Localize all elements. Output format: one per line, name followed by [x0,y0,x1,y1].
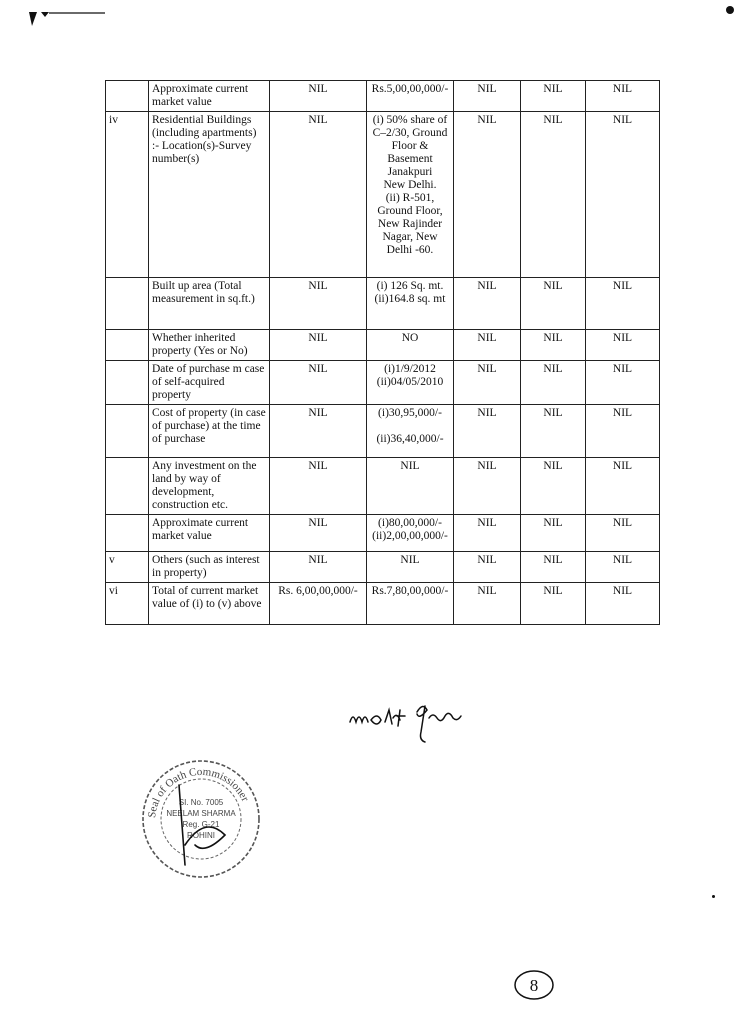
value-dependent-3: NIL [586,278,660,330]
value-dependent-2: NIL [521,278,586,330]
table-row [106,515,660,552]
row-number [106,405,149,458]
svg-text:Reg. G-21: Reg. G-21 [182,820,220,829]
value-line: (ii)36,40,000/- [376,433,444,445]
value-dependent-2: NIL [521,405,586,458]
value-line: (i) 126 Sq. mt. [376,280,444,292]
row-number: v [106,552,149,583]
value-line: NIL [400,554,420,566]
value-dependent-2: NIL [521,458,586,515]
oath-commissioner-seal [133,755,269,881]
row-number [106,278,149,330]
value-line: (i) 50% share of C–2/30, Ground Floor & [372,114,448,152]
asset-table-body [106,81,660,625]
circle-icon [510,965,560,1005]
table-row [106,330,660,361]
scan-corner-mark [27,8,107,28]
value-dependent-1: NIL [454,552,521,583]
value-dependent-2: NIL [521,515,586,552]
value-line: New Rajinder [377,218,443,230]
scan-dot [726,6,734,14]
value-dependent-3: NIL [586,330,660,361]
table-row [106,81,660,112]
value-line: (ii)164.8 sq. mt [374,293,446,305]
value-dependent-1: NIL [454,81,521,112]
value-spouse [367,81,454,112]
value-self: NIL [270,112,367,278]
value-dependent-1: NIL [454,330,521,361]
value-dependent-3: NIL [586,552,660,583]
value-spouse [367,458,454,515]
row-description: Total of current market value of (i) to (v) above [149,583,270,625]
value-dependent-3: NIL [586,112,660,278]
table-row [106,458,660,515]
page-number: 8 [529,976,539,995]
value-spouse [367,515,454,552]
value-line: Delhi -60. [386,244,434,256]
table-row [106,583,660,625]
row-number [106,458,149,515]
page-number-mark [510,965,560,1005]
value-dependent-1: NIL [454,361,521,405]
value-dependent-3: NIL [586,458,660,515]
value-dependent-1: NIL [454,405,521,458]
table-row [106,278,660,330]
asset-table [105,80,660,625]
value-line: (i)30,95,000/- [378,407,442,419]
value-dependent-2: NIL [521,583,586,625]
value-self: NIL [270,361,367,405]
value-self: NIL [270,405,367,458]
value-spouse [367,361,454,405]
row-description: Others (such as interest in property) [149,552,270,583]
row-number: iv [106,112,149,278]
value-line: (ii)2,00,00,000/- [372,530,448,542]
value-dependent-1: NIL [454,278,521,330]
value-self: NIL [270,278,367,330]
value-spouse [367,278,454,330]
value-line: Basement [387,153,433,165]
svg-text:SI. No. 7005: SI. No. 7005 [178,798,224,807]
value-dependent-3: NIL [586,81,660,112]
value-spouse [367,583,454,625]
value-line: (i)80,00,000/- [378,517,442,529]
table-row [106,405,660,458]
row-description: Approximate current market value [149,81,270,112]
row-number [106,81,149,112]
value-spouse [367,330,454,361]
row-description: Whether inherited property (Yes or No) [149,330,270,361]
svg-text:Seal of Oath Commissioner: Seal of Oath Commissioner [146,765,252,819]
value-dependent-1: NIL [454,112,521,278]
value-dependent-1: NIL [454,458,521,515]
svg-text:NEELAM SHARMA: NEELAM SHARMA [166,809,236,818]
value-dependent-1: NIL [454,515,521,552]
value-dependent-2: NIL [521,361,586,405]
value-line: NIL [400,460,420,472]
value-self: Rs. 6,00,00,000/- [270,583,367,625]
row-number [106,361,149,405]
row-description: Date of purchase m case of self-acquired property [149,361,270,405]
value-line: (i)1/9/2012 [384,363,436,375]
table-row [106,361,660,405]
row-number [106,330,149,361]
value-self: NIL [270,330,367,361]
table-row [106,552,660,583]
svg-text:ROHINI: ROHINI [187,831,215,840]
value-line: Ground Floor, [377,205,443,217]
value-dependent-3: NIL [586,583,660,625]
scan-dot [712,895,715,898]
row-description: Any investment on the land by way of development, construction etc. [149,458,270,515]
value-spouse [367,552,454,583]
value-line: Janakpuri [387,166,433,178]
value-line: (ii) R-501, [385,192,435,204]
value-self: NIL [270,81,367,112]
table-row [106,112,660,278]
row-description: Cost of property (in case of purchase) at the time of purchase [149,405,270,458]
value-line: Nagar, New [382,231,438,243]
value-spouse [367,405,454,458]
value-line: New Delhi. [383,179,437,191]
value-dependent-2: NIL [521,81,586,112]
handwritten-signature [345,692,475,752]
value-line [370,420,450,433]
value-dependent-2: NIL [521,552,586,583]
value-self: NIL [270,458,367,515]
value-dependent-2: NIL [521,330,586,361]
row-number [106,515,149,552]
row-description: Built up area (Total measurement in sq.ft.) [149,278,270,330]
value-dependent-3: NIL [586,361,660,405]
value-dependent-3: NIL [586,405,660,458]
value-self: NIL [270,552,367,583]
row-number: vi [106,583,149,625]
value-dependent-3: NIL [586,515,660,552]
value-dependent-2: NIL [521,112,586,278]
row-description: Residential Buildings (including apartments) :- Location(s)-Survey number(s) [149,112,270,278]
value-dependent-1: NIL [454,583,521,625]
value-line: Rs.5,00,00,000/- [371,83,449,95]
value-self: NIL [270,515,367,552]
row-description: Approximate current market value [149,515,270,552]
value-line: Rs.7,80,00,000/- [371,585,449,597]
value-line: NO [401,332,419,344]
value-spouse [367,112,454,278]
value-line: (ii)04/05/2010 [376,376,444,388]
